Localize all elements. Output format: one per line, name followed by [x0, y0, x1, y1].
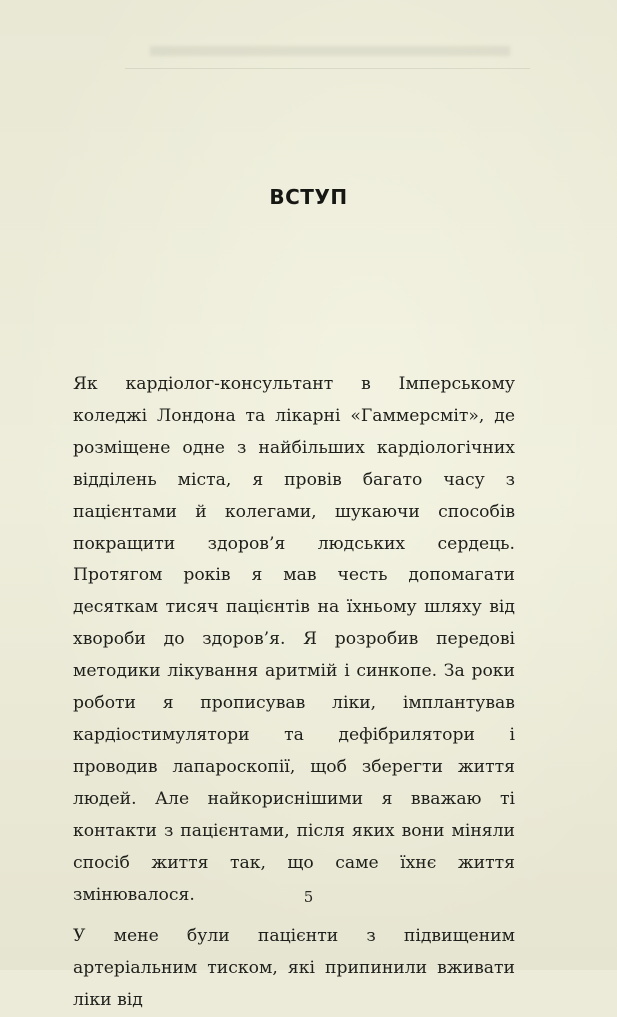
bleed-through-header — [150, 46, 510, 56]
page-number: 5 — [303, 888, 314, 906]
bleed-through-rule — [125, 68, 530, 69]
paragraph-1: Як кардіолог-консультант в Імперському коледжі Лондона та лікарні «Гаммерсміт», де розміщене одне з найбільших кардіологічних відділень міста, я провів багато часу з пацієнтами й колегами, шукаючи способів покращити здоров’я людських сердець. Протягом років я мав честь допомагати десяткам тисяч пацієнтів на їхньому шляху від хвороби до здоров’я. Я розробив передові методики лікування аритмій і синкопе. За роки роботи я прописував ліки, імплантував кардіостимулятори та дефібрилятори і проводив лапароскопії, щоб зберегти життя людей. Але найкориснішими я вважаю ті контакти з пацієнтами, після яких вони міняли спосіб життя так, що саме їхнє життя змінювалося. — [73, 374, 515, 905]
body-text — [73, 369, 515, 1017]
chapter-title: ВСТУП — [269, 185, 348, 209]
paragraph-2: У мене були пацієнти з підвищеним артеріальним тиском, які припинили вживати ліки від — [73, 926, 515, 1011]
